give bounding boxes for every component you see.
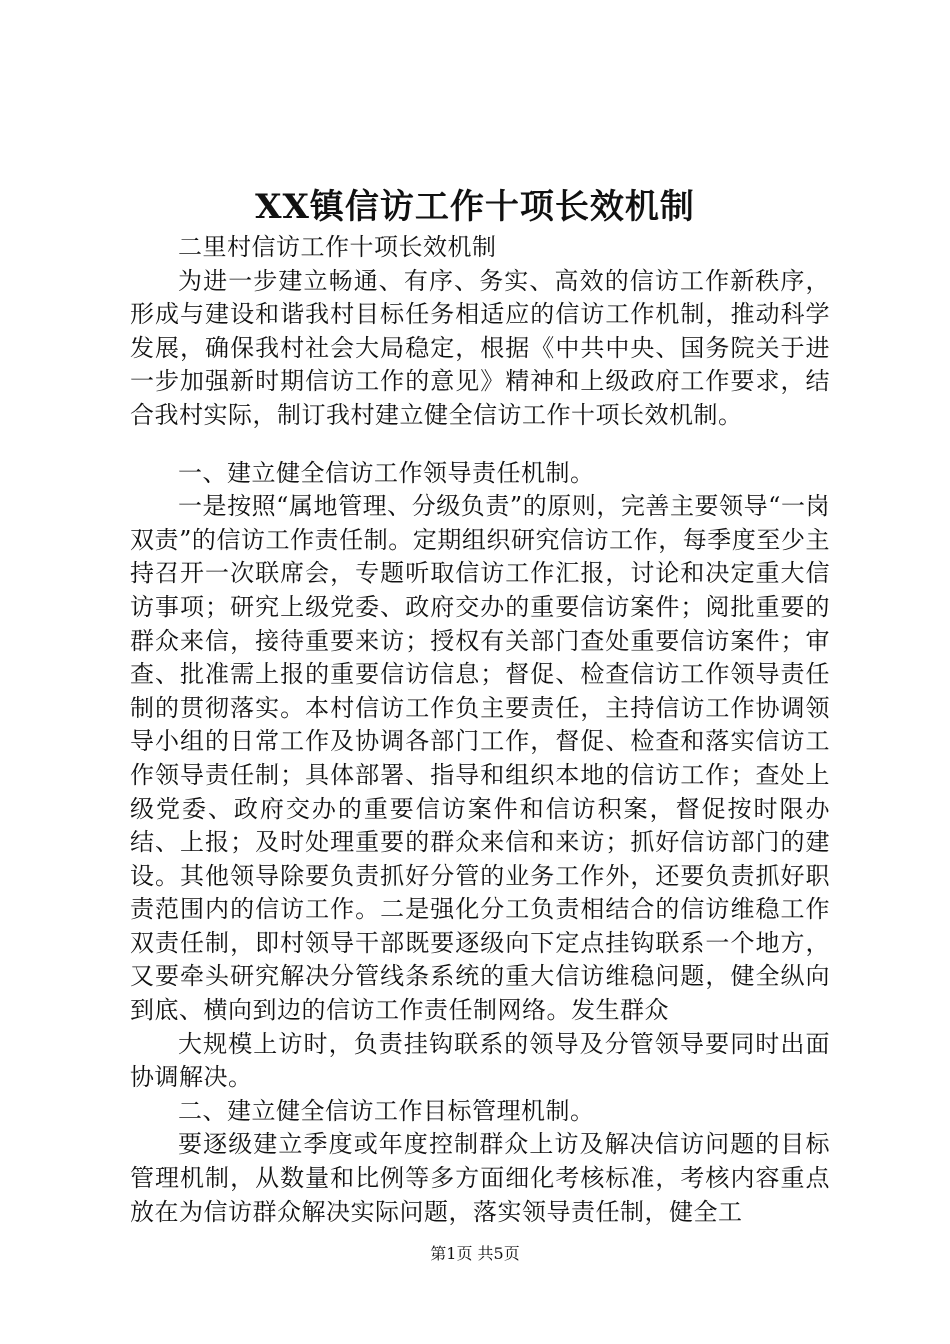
paragraph-intro: 为进一步建立畅通、有序、务实、高效的信访工作新秩序，形成与建设和谐我村目标任务相适应的信访工作机制，推动科学发展，确保我村社会大局稳定，根据《中共中央、国务院关于进一步加强新时期信访工作的意见》精神和上级政府工作要求，结合我村实际，制订我村建立健全信访工作十项长效机制。 <box>130 266 830 429</box>
paragraph-section-1: 一是按照“属地管理、分级负责”的原则，完善主要领导“一岗双责”的信访工作责任制。定期组织研究信访工作，每季度至少主持召开一次联席会，专题听取信访工作汇报，讨论和决定重大信访事项；研究上级党委、政府交办的重要信访案件；阅批重要的群众来信，接待重要来访；授权有关部门查处重要信访案件；审查、批准需上报的重要信访信息；督促、检查信访工作领导责任制的贯彻落实。本村信访工作负主要责任，主持信访工作协调领导小组的日常工作及协调各部门工作，督促、检查和落实信访工作领导责任制；具体部署、指导和组织本地的信访工作；查处上级党委、政府交办的重要信访案件和信访积案，督促按时限办结、上报；及时处理重要的群众来信和来访；抓好信访部门的建设。其他领导除要负责抓好分管的业务工作外，还要负责抓好职责范围内的信访工作。二是强化分工负责相结合的信访维稳工作双责任制，即村领导干部既要逐级向下定点挂钩联系一个地方，又要牵头研究解决分管线条系统的重大信访维稳问题，健全纵向到底、横向到边的信访工作责任制网络。发生群众 <box>130 492 830 1025</box>
document-title: XX镇信访工作十项长效机制 <box>255 187 695 227</box>
paragraph-section-2: 要逐级建立季度或年度控制群众上访及解决信访问题的目标管理机制，从数量和比例等多方面细化考核标准，考核内容重点放在为信访群众解决实际问题，落实领导责任制，健全工 <box>130 1130 830 1226</box>
section-heading-2: 二、建立健全信访工作目标管理机制。 <box>178 1096 595 1125</box>
paragraph-subtitle: 二里村信访工作十项长效机制 <box>178 233 497 261</box>
page-number: 第1页 共5页 <box>430 1244 520 1263</box>
section-heading-1: 一、建立健全信访工作领导责任机制。 <box>178 458 595 487</box>
paragraph-section-1-continued: 大规模上访时，负责挂钩联系的领导及分管领导要同时出面协调解决。 <box>130 1029 830 1092</box>
document-body <box>130 231 830 1229</box>
